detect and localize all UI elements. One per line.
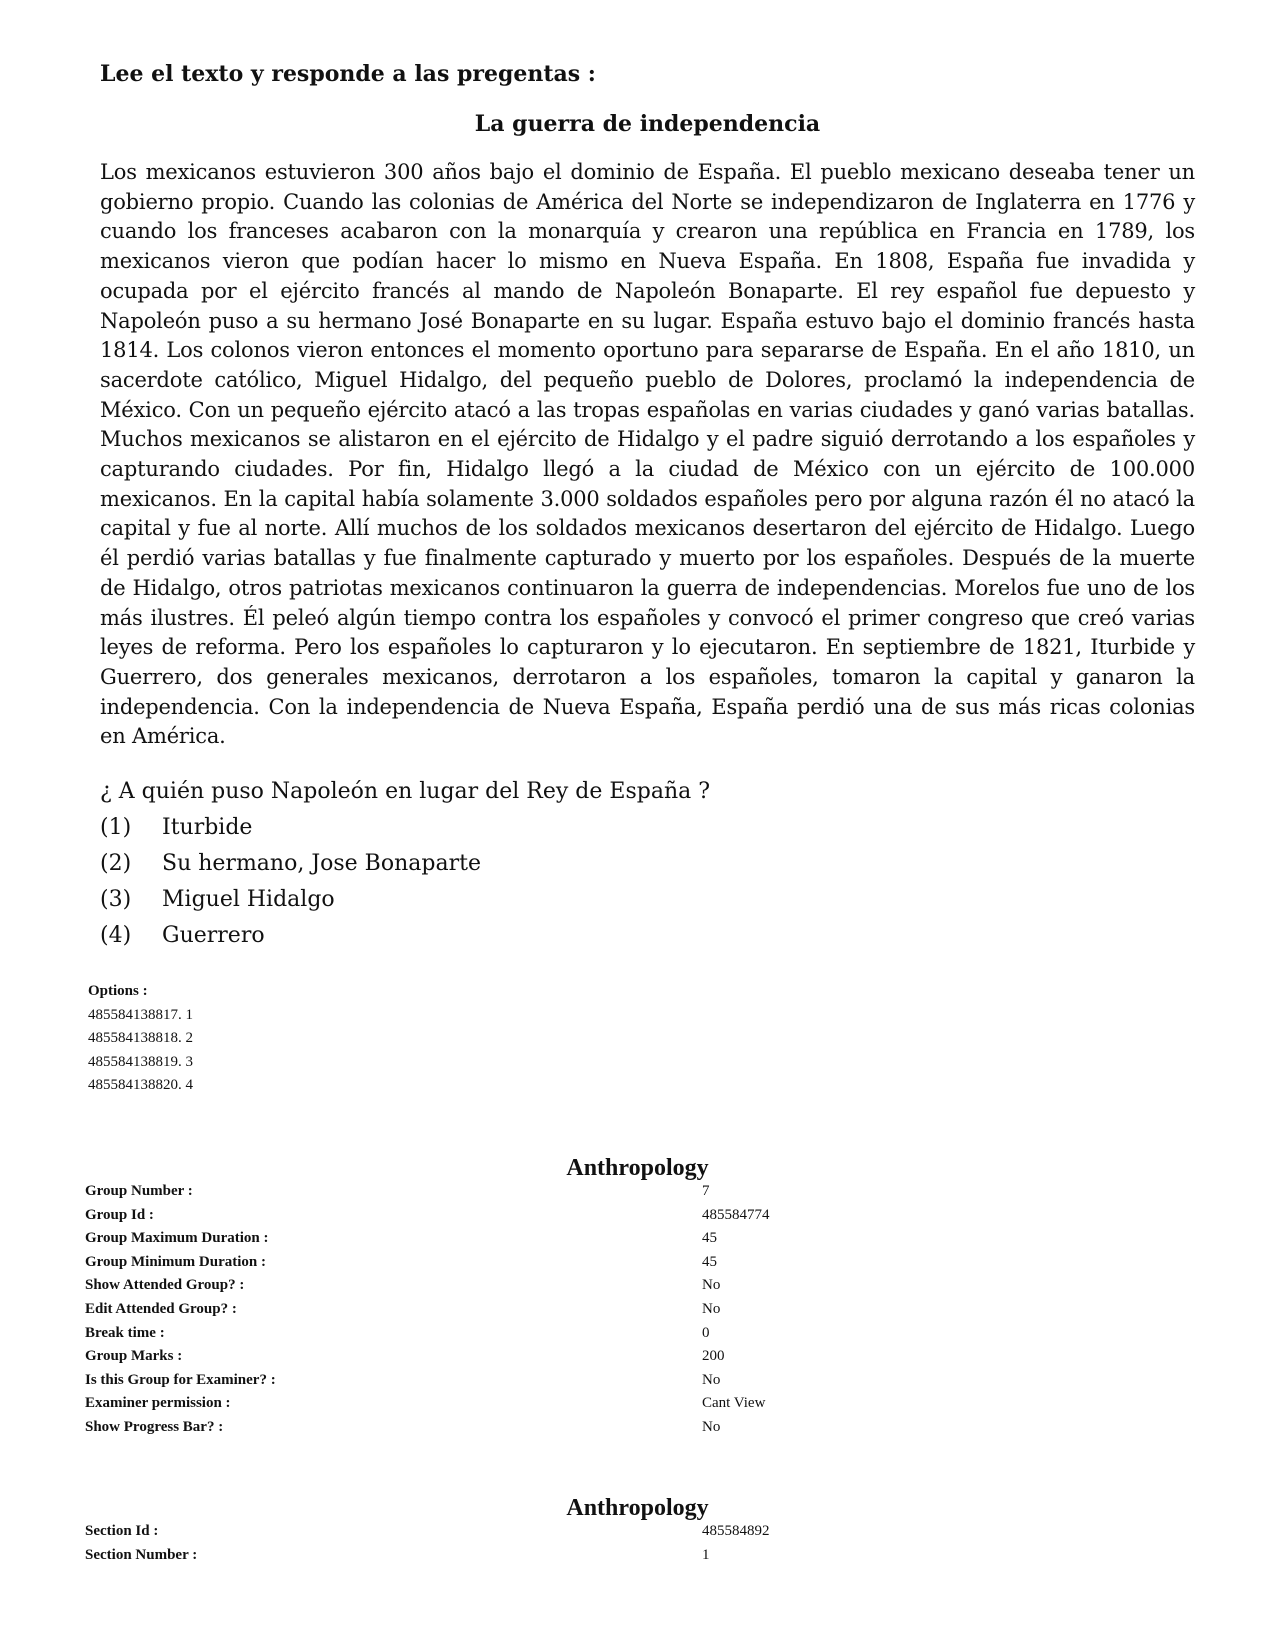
group-info-row: [85, 1274, 770, 1298]
group-info-row: [85, 1251, 770, 1275]
choice-number: (4): [100, 923, 132, 949]
group-info-row: [85, 1298, 770, 1322]
row-label: Section Number :: [85, 1546, 198, 1563]
choice-4: [100, 918, 1195, 954]
row-value: 0: [702, 1324, 710, 1341]
row-label: Break time :: [85, 1324, 165, 1341]
section-heading: Anthropology: [566, 1495, 709, 1521]
row-label: Section Id :: [85, 1523, 159, 1539]
passage-block: [100, 58, 1195, 954]
row-label: Group Marks :: [85, 1348, 183, 1365]
passage-text: Los mexicanos estuvieron 300 años bajo el dominio de España. El pueblo mexicano deseaba tener un gobierno propio. Cuando las colonias de América del Norte se independizaron de Inglaterra en 1776 y cuando los franceses acabaron con la monarquía y crearon una república en Francia en 1789, los mexicanos vieron que podían hacer lo mismo en Nueva España. En 1808, España fue invadida y ocupada por el ejército francés al mando de Napoleón Bonaparte. El rey español fue depuesto y Napoleón puso a su hermano José Bonaparte en su lugar. España estuvo bajo el dominio francés hasta 1814. Los colonos vieron entonces el momento oportuno para separarse de España. En el año 1810, un sacerdote católico, Miguel Hidalgo, del pequeño pueblo de Dolores, proclamó la independencia de México. Con un pequeño ejército atacó a las tropas españolas en varias ciudades y ganó varias batallas. Muchos mexicanos se alistaron en el ejército de Hidalgo y el padre siguió derrotando a los españoles y capturando ciudades. Por fin, Hidalgo llegó a la ciudad de México con un ejército de 100.000 mexicanos. En la capital había solamente 3.000 soldados españoles pero por alguna razón él no atacó la capital y fue al norte. Allí muchos de los soldados mexicanos desertaron del ejército de Hidalgo. Luego él perdió varias batallas y fue finalmente capturado y muerto por los españoles. Después de la muerte de Hidalgo, otros patriotas mexicanos continuaron la guerra de independencias. Morelos fue uno de los más ilustres. Él peleó algún tiempo contra los españoles y convocó el primer congreso que creó varias leyes de reforma. Pero los españoles lo capturaron y lo ejecutaron. En septiembre de 1821, Iturbide y Guerrero, dos generales mexicanos, derrotaron a los españoles, tomaron la capital y ganaron la independencia. Con la independencia de Nueva España, España perdió una de sus más ricas colonias en América.: [100, 160, 1195, 749]
instruction-text: Lee el texto y responde a las pregentas :: [100, 61, 596, 87]
option-item: 485584138820. 4: [88, 1077, 193, 1093]
option-item: 485584138819. 3: [88, 1053, 193, 1070]
row-value: 1: [702, 1546, 710, 1563]
choice-2: [100, 846, 1195, 882]
options-list: [88, 980, 193, 1098]
choice-number: (3): [100, 887, 132, 913]
group-info-row: [85, 1322, 770, 1346]
question-text: ¿ A quién puso Napoleón en lugar del Rey de España ?: [100, 779, 711, 805]
answer-choices: [100, 810, 1195, 954]
choice-text: Miguel Hidalgo: [162, 887, 335, 913]
choice-text: Guerrero: [162, 923, 265, 949]
row-value: No: [702, 1371, 721, 1388]
choice-3: [100, 882, 1195, 918]
choice-number: (2): [100, 851, 132, 877]
row-label: Group Maximum Duration :: [85, 1230, 269, 1247]
row-label: Is this Group for Examiner? :: [85, 1371, 276, 1388]
row-value: No: [702, 1418, 721, 1435]
row-value: Cant View: [702, 1395, 766, 1412]
row-value: 7: [702, 1183, 710, 1199]
group-info-row: [85, 1227, 770, 1251]
group-info-row: [85, 1392, 770, 1416]
row-label: Edit Attended Group? :: [85, 1300, 237, 1317]
group-info-row: [85, 1180, 770, 1204]
passage-title: La guerra de independencia: [474, 111, 821, 137]
section-info-row: [85, 1520, 770, 1544]
choice-text: Iturbide: [162, 815, 253, 841]
group-heading: Anthropology: [566, 1155, 709, 1181]
row-value: 485584892: [702, 1523, 770, 1539]
row-value: 45: [702, 1230, 717, 1247]
row-label: Show Progress Bar? :: [85, 1418, 224, 1435]
row-value: No: [702, 1277, 721, 1294]
row-label: Show Attended Group? :: [85, 1277, 245, 1294]
row-label: Group Id :: [85, 1206, 154, 1223]
group-info-table: [85, 1180, 770, 1440]
group-info-row: [85, 1204, 770, 1228]
section-info-table: [85, 1520, 770, 1567]
choice-1: [100, 810, 1195, 846]
row-label: Group Number :: [85, 1183, 193, 1199]
group-info-row: [85, 1369, 770, 1393]
row-value: 485584774: [702, 1206, 770, 1223]
group-info-row: [85, 1416, 770, 1440]
choice-number: (1): [100, 815, 132, 841]
row-value: No: [702, 1300, 721, 1317]
section-info-row: [85, 1544, 770, 1568]
option-item: 485584138818. 2: [88, 1030, 193, 1046]
options-title: Options :: [88, 983, 148, 999]
row-label: Examiner permission :: [85, 1395, 231, 1412]
row-label: Group Minimum Duration :: [85, 1253, 266, 1270]
row-value: 200: [702, 1348, 725, 1365]
choice-text: Su hermano, Jose Bonaparte: [162, 851, 481, 877]
row-value: 45: [702, 1253, 717, 1270]
option-item: 485584138817. 1: [88, 1006, 193, 1023]
group-info-row: [85, 1345, 770, 1369]
